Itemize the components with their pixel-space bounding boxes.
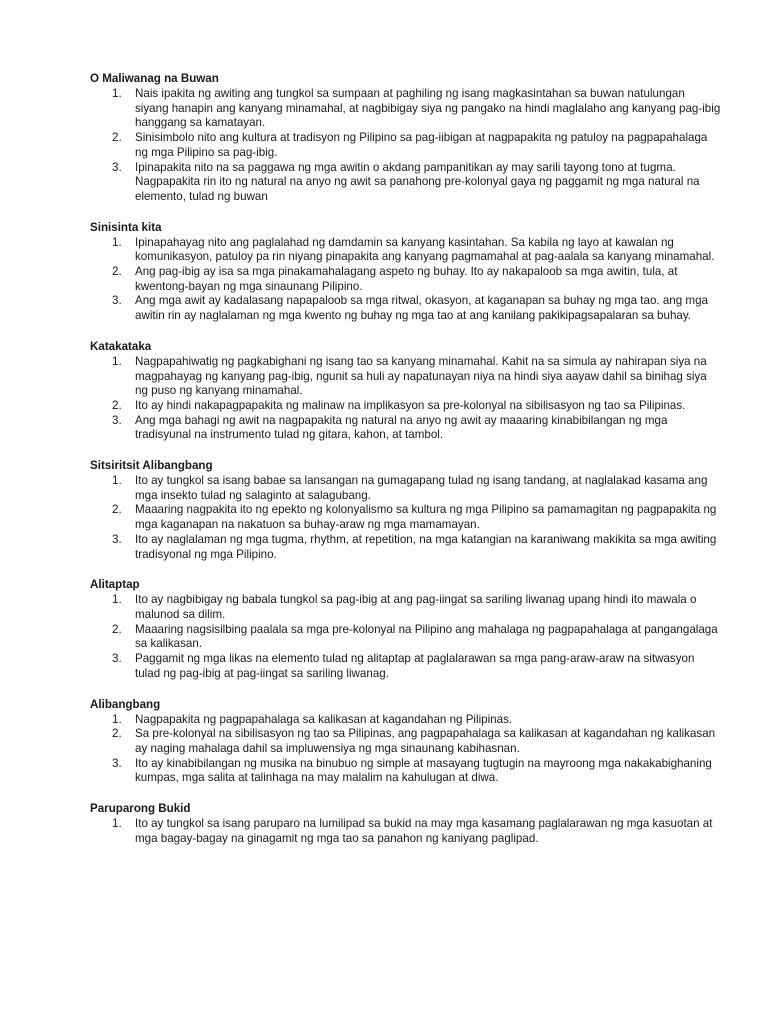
item-text: Ipinapakita nito na sa paggawa ng mga awitin o akdang pampanitikan ay may sarili tayong tono at tugma. Nagpapakita rin ito ng natural na anyo ng awit sa panahong pre-kolonyal gaya ng paggamit ng mga natural na elemento, tulad ng buwan bbox=[135, 160, 700, 203]
list-item bbox=[90, 474, 721, 503]
list-item bbox=[90, 713, 721, 728]
list-item bbox=[90, 399, 721, 414]
section-paruparong-bukid bbox=[90, 801, 713, 846]
item-number: 1. bbox=[112, 817, 122, 831]
item-number: 3. bbox=[112, 756, 122, 770]
item-number: 3. bbox=[112, 294, 122, 308]
numbered-list bbox=[90, 87, 721, 205]
section-title: Alibangbang bbox=[90, 697, 161, 711]
item-text: Nagpapahiwatig ng pagkabighani ng isang tao sa kanyang minamahal. Kahit na sa simula ay nahirapan siya na magpahayag ng kanyang pag-ibig, ngunit sa huli ay napatunayan niya na hindi siya aayaw dahil sa binihag siya ng puso ng kanyang minamahal. bbox=[135, 354, 707, 398]
section-title: Paruparong Bukid bbox=[90, 802, 191, 816]
item-text: Ito ay nagbibigay ng babala tungkol sa pag-ibig at ang pag-iingat sa sariling liwanag upang hindi ito mawala o malunod sa dilim. bbox=[135, 593, 697, 621]
list-item bbox=[90, 355, 721, 399]
numbered-list bbox=[90, 593, 718, 681]
list-item bbox=[90, 533, 721, 562]
item-number: 2. bbox=[112, 727, 122, 741]
item-text: Nagpapakita ng pagpapahalaga sa kalikasan at kagandahan ng Pilipinas. bbox=[135, 712, 513, 726]
list-item bbox=[90, 503, 721, 532]
list-item bbox=[90, 87, 721, 131]
item-text: Ito ay tungkol sa isang paruparo na lumilipad sa bukid na may mga kasamang paglalarawan ng mga kasuotan at mga bagay-bagay na ginagamit ng mga tao sa panahon ng kaniyang paglipad. bbox=[135, 817, 713, 845]
list-item bbox=[90, 757, 721, 786]
list-item bbox=[90, 265, 721, 294]
item-number: 2. bbox=[112, 398, 122, 412]
item-text: Ito ay hindi nakapagpapakita ng malinaw na implikasyon sa pre-kolonyal na sibilisasyon ng tao sa Pilipinas. bbox=[135, 398, 686, 412]
item-text: Nais ipakita ng awiting ang tungkol sa sumpaan at paghiling ng isang magkasintahan sa buwan natulungan siyang hanapin ang kanyang minamahal, at nagbibigay siya ng pangako na hindi maglalaho ang kanyang pag-ibig hanggang sa kamatayan. bbox=[135, 87, 721, 130]
item-number: 2. bbox=[112, 265, 122, 279]
section-katakataka bbox=[90, 339, 708, 443]
numbered-list bbox=[90, 355, 708, 443]
item-number: 3. bbox=[112, 652, 122, 666]
list-item bbox=[90, 294, 721, 323]
item-text: Paggamit ng mga likas na elemento tulad ng alitaptap at paglalarawan sa mga pang-araw-araw na sitwasyon tulad ng pag-ibig at pag-iingat sa sariling liwanag. bbox=[135, 652, 695, 680]
list-item bbox=[90, 236, 721, 265]
item-text: Ito ay kinabibilangan ng musika na binubuo ng simple at masayang tugtugin na mayroong mga nakakabighaning kumpas, mga salita at talinhaga na may malalim na kahulugan at diwa. bbox=[135, 756, 712, 785]
item-number: 1. bbox=[112, 593, 122, 607]
item-number: 1. bbox=[112, 235, 122, 249]
item-text: Maaaring nagsisilbing paalala sa mga pre-kolonyal na Pilipino ang mahalaga ng pagpapahalaga at pangangalaga sa kalikasan. bbox=[135, 622, 718, 651]
item-text: Ito ay tungkol sa isang babae sa lansangan na gumagapang tulad ng isang tandang, at naglalakad kasama ang mga insekto tulad ng salaginto at salagubang. bbox=[135, 474, 708, 502]
item-text: Ang mga bahagi ng awit na nagpapakita ng natural na anyo ng awit ay maaaring kinabibilangan ng mga tradisyunal na instrumento tulad ng gitara, kahon, at tambol. bbox=[135, 413, 668, 442]
list-item bbox=[90, 131, 721, 160]
item-text: Sinisimbolo nito ang kultura at tradisyon ng Pilipino sa pag-iibigan at nagpapakita ng patuloy na pagpapahalaga ng mga Pilipino sa pag-ibig. bbox=[135, 131, 708, 159]
list-item bbox=[90, 817, 721, 846]
item-text: Ito ay naglalaman ng mga tugma, rhythm, at repetition, na mga katangian na karaniwang makikita sa mga awiting tradisyonal ng mga Pilipino. bbox=[135, 532, 717, 561]
list-item bbox=[90, 593, 721, 622]
item-number: 3. bbox=[112, 532, 122, 546]
section-title: O Maliwanag na Buwan bbox=[90, 72, 219, 85]
section-sitsiritsit-alibangbang bbox=[90, 458, 717, 562]
item-number: 2. bbox=[112, 503, 122, 517]
list-item bbox=[90, 727, 721, 756]
section-alibangbang bbox=[90, 697, 716, 787]
section-o-maliwanag-na-buwan bbox=[90, 71, 721, 205]
numbered-list bbox=[90, 235, 715, 324]
list-item bbox=[90, 652, 721, 681]
numbered-list bbox=[90, 817, 713, 846]
item-text: Ang pag-ibig ay isa sa mga pinakamahalagang aspeto ng buhay. Ito ay nakapaloob sa mga awitin, tula, at kwentong-bayan ng mga sinaunang Pilipino. bbox=[135, 265, 678, 293]
item-number: 1. bbox=[112, 354, 122, 368]
numbered-list bbox=[90, 474, 717, 562]
item-number: 2. bbox=[112, 622, 122, 636]
item-number: 3. bbox=[112, 160, 122, 174]
numbered-list bbox=[90, 712, 716, 787]
list-item bbox=[90, 414, 721, 443]
item-number: 3. bbox=[112, 413, 122, 427]
item-number: 1. bbox=[112, 712, 122, 726]
item-number: 1. bbox=[112, 87, 122, 100]
list-item bbox=[90, 161, 721, 205]
list-item bbox=[90, 623, 721, 652]
item-number: 1. bbox=[112, 474, 122, 488]
section-alitaptap bbox=[90, 577, 718, 681]
section-title: Sitsiritsit Alibangbang bbox=[90, 459, 213, 473]
section-sinisinta-kita bbox=[90, 220, 715, 324]
item-number: 2. bbox=[112, 131, 122, 145]
section-title: Katakataka bbox=[90, 339, 152, 353]
item-text: Ang mga awit ay kadalasang napapaloob sa mga ritwal, okasyon, at kaganapan sa buhay ng mga tao. ang mga awitin rin ay naglalaman ng mga kwento ng buhay ng mga tao at ang kanilang pakikipagsapalaran sa buhay. bbox=[135, 294, 708, 323]
section-title: Alitaptap bbox=[90, 578, 140, 592]
item-text: Maaaring nagpakita ito ng epekto ng kolonyalismo sa kultura ng mga Pilipino sa pamamagitan ng pagpapakita ng mga kaganapan na nakatuon sa buhay-araw ng mga mamamayan. bbox=[135, 503, 717, 532]
item-text: Sa pre-kolonyal na sibilisasyon ng tao sa Pilipinas, ang pagpapahalaga sa kalikasan at kagandahan ng kalikasan ay naging mahalaga dahil sa impluwensiya ng mga sinaunang kabihasnan. bbox=[135, 727, 716, 755]
section-title: Sinisinta kita bbox=[90, 220, 162, 234]
item-text: Ipinapahayag nito ang paglalahad ng damdamin sa kanyang kasintahan. Sa kabila ng layo at kawalan ng komunikasyon, patuloy pa rin niyang pinapakita ang kanyang pagmamahal at pag-aalala sa kanyang minamahal. bbox=[135, 235, 715, 264]
